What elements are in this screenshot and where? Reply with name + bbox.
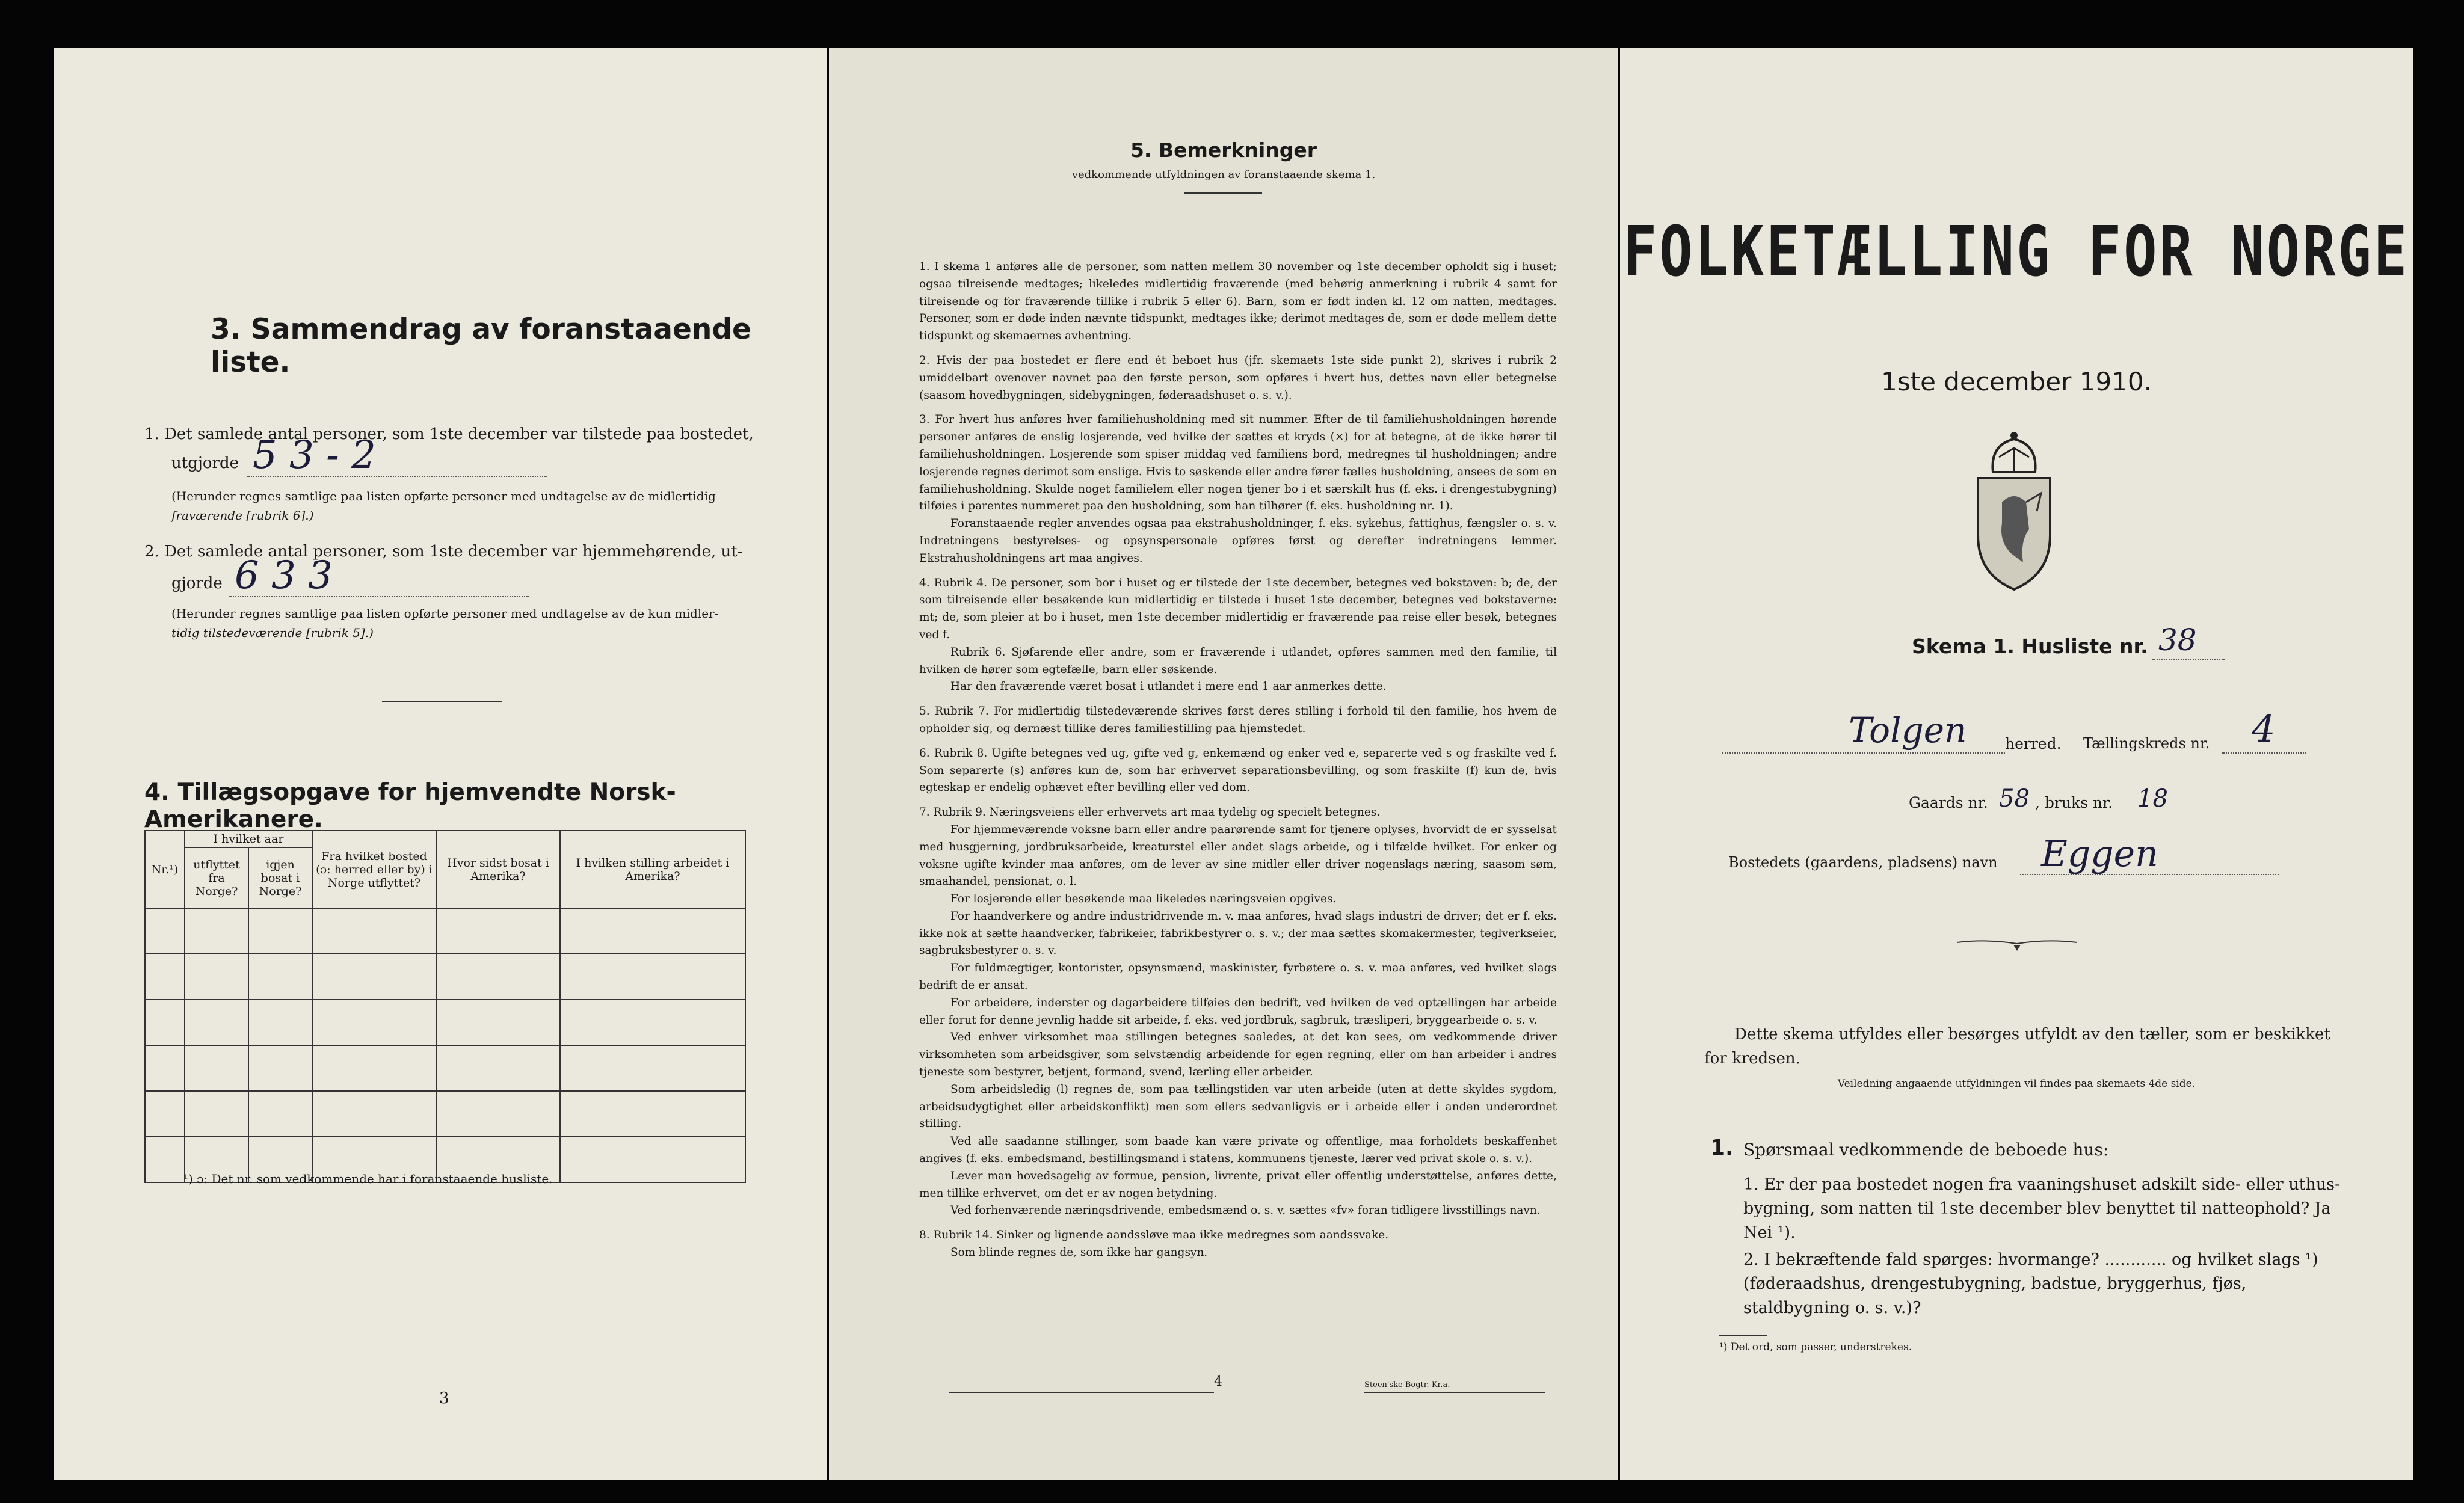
- remark-7i: Ved alle saadanne stillinger, som baade kan være private og offentlige, maa forholdets beskaffenhet angives (f. eks. embedsmand, bestillingsmand i statens, kommunens tjeneste, lærer ved privat skole o. s. v.).: [919, 1135, 1557, 1166]
- remark-5: 5. Rubrik 7. For midlertidig tilstedeværende skrives først deres stilling i forhold til den familie, hos hvem de opholder sig, og dernæst tillike deres familiestilling paa hjemstedet.: [919, 705, 1557, 735]
- remarks-title: 5. Bemerkninger: [1130, 138, 1317, 162]
- bruks-value: 18: [2137, 785, 2168, 813]
- remark-7k: Ved forhenværende næringsdrivende, embedsmænd o. s. v. sættes «fv» foran tidligere livsstillings navn.: [950, 1204, 1541, 1217]
- table-row: [145, 1091, 745, 1137]
- divider: [382, 701, 502, 702]
- remark-8b: Som blinde regnes de, som ikke har gangsyn.: [950, 1246, 1208, 1259]
- bruks-label: , bruks nr.: [2035, 794, 2113, 811]
- ornament-divider-icon: [1957, 935, 2077, 953]
- section-3-title: 3. Sammendrag av foranstaaende liste.: [211, 313, 751, 379]
- remark-1: 1. I skema 1 anføres alle de personer, som natten mellem 30 november og 1ste december opholdt sig i huset; ogsaa tilreisende medtages; likeledes midlertidig fraværende (med behørig anmerkning i rubrik 4 samt for tilreisende og for fraværende tillike i rubrik 5 eller 6). Barn, som er født inden kl. 12 om natten, medtages. Personer, som er døde inden nævnte tidspunkt, medtages ikke; derimot medtages de, som er døde mellem dette tidspunkt og skemaernes avhentning.: [919, 260, 1557, 343]
- census-title: FOLKETÆLLING FOR NORGE: [1623, 211, 2410, 292]
- col-fra: Fra hvilket bosted (ɔ: herred eller by) i Norge utflyttet?: [312, 831, 436, 908]
- remark-2: 2. Hvis der paa bostedet er flere end ét beboet hus (jfr. skemaets 1ste side punkt 2), skrives i rubrik 2 umiddelbart ovenover navnet paa den første person, som opføres i hvert hus, dettes navn eller betegnelse (saasom hovedbygningen, sidebygningen, føderaadshuset o. s. v.).: [919, 354, 1557, 402]
- item-2-note-2: tidig tilstedeværende [rubrik 5].): [171, 625, 374, 640]
- remark-8: 8. Rubrik 14. Sinker og lignende aandssløve maa ikke medregnes som aandssvake.: [919, 1229, 1389, 1242]
- page-3-summary: [54, 48, 827, 1480]
- footnote: ¹) ɔ: Det nr. som vedkommende har i foranstaaende husliste.: [183, 1172, 553, 1186]
- kreds-label: Tællingskreds nr.: [2083, 735, 2210, 752]
- remark-3: 3. For hvert hus anføres hver familiehusholdning med sit nummer. Efter de til familiehusholdningen hørende personer anføres de enslig losjerende, ved hvilke der sættes et kryds (×) for at betegne, at de ikke hører til familiehusholdningen. Losjerende som spiser middag ved familiens bord, medregnes til husholdningen; andre losjerende regnes derimot som enslige. Hvis to søskende eller andre fører fælles husholdning, ansees de som en familiehusholdning. Skulde noget familielem eller nogen tjener bo i et særskilt hus (f. eks. i drengestubygning) tilføies i parentes nummeret paa den husholdning, som han tilhører (f. eks. husholdning nr. 1).: [919, 413, 1557, 513]
- col-group-aar: I hvilket aar: [185, 831, 312, 847]
- table-row: [145, 908, 745, 954]
- question-section-num: 1.: [1710, 1136, 1734, 1160]
- item-2-note-1: (Herunder regnes samtlige paa listen opførte personer med undtagelse av de kun midler-: [171, 606, 719, 621]
- item-2-text: 2. Det samlede antal personer, som 1ste december var hjemmehørende, ut-: [144, 542, 743, 561]
- col-nr: Nr.¹): [145, 831, 185, 908]
- remark-7: 7. Rubrik 9. Næringsveiens eller erhvervets art maa tydelig og specielt betegnes.: [919, 806, 1381, 819]
- bosted-value: Eggen: [2041, 833, 2158, 875]
- item-1-text: 1. Det samlede antal personer, som 1ste december var tilstede paa bostedet,: [144, 425, 754, 443]
- page-4-remarks: [829, 48, 1618, 1480]
- table-row: [145, 954, 745, 1000]
- census-date: 1ste december 1910.: [1881, 367, 2152, 396]
- question-2: 2. I bekræftende fald spørges: hvormange? ............ og hvilket slags ¹) (føderaadshus, drengestubygning, badstue, bryggerhus, fjøs, staldbygning o. s. v.)?: [1743, 1250, 2318, 1317]
- item-1-note-2: fraværende [rubrik 6].): [171, 508, 314, 523]
- remark-7b: For hjemmeværende voksne barn eller andre paarørende samt for tjenere oplyses, hvorvidt de er sysselsat med husgjerning, jordbruksarbeide, kreaturstel eller andet slags arbeide, og i tilfælde hvilket. For enker og voksne ugifte kvinder maa anføres, om de lever av sine midler eller driver nogenslags næring, saasom søm, smaahandel, pensionat, o. l.: [919, 823, 1557, 888]
- remark-7f: For arbeidere, inderster og dagarbeidere tilføies den bedrift, ved hvilken de ved optællingen har arbeide eller forut for denne jevnlig hadde sit arbeide, f. eks. ved jordbruk, sagbruk, træsliperi, bryggearbeide o. s. v.: [919, 996, 1557, 1027]
- item-1-label: utgjorde: [171, 454, 239, 472]
- herred-value: Tolgen: [1849, 710, 1967, 751]
- remark-4: 4. Rubrik 4. De personer, som bor i huset og er tilstede der 1ste december, betegnes ved bokstaven: b; de, der som tilreisende eller besøkende kun midlertidig er tilstede i huset 1ste december, betegnes ved bokstaverne: mt; de, som pleier at bo i huset, men 1ste december midlertidig er fraværende paa reise eller besøk, betegnes ved f.: [919, 576, 1557, 641]
- remark-6: 6. Rubrik 8. Ugifte betegnes ved ug, gifte ved g, enkemænd og enker ved e, separerte ved s og fraskilte ved f. Som separerte (s) anføres kun de, som har erhvervet separationsbevilling, og som fraskilte (f) kun de, hvis egteskap er endelig ophævet efter bevilling eller ved dom.: [919, 746, 1557, 795]
- page-number: 3: [439, 1389, 449, 1407]
- footnote: ¹) Det ord, som passer, understrekes.: [1719, 1341, 1912, 1353]
- husliste-nr: 38: [2158, 622, 2197, 657]
- page-number: 4: [1214, 1374, 1222, 1389]
- table-row: [145, 1045, 745, 1091]
- skema-label: Skema 1. Husliste nr.: [1912, 635, 2148, 658]
- remark-7j: Lever man hovedsagelig av formue, pension, livrente, privat eller offentlig understøttelse, anføres dette, men tillike erhvervet, om det er av nogen betydning.: [919, 1169, 1557, 1200]
- bosted-label: Bostedets (gaardens, pladsens) navn: [1728, 854, 1998, 871]
- gaards-label: Gaards nr.: [1909, 794, 1988, 811]
- item-1-note-1: (Herunder regnes samtlige paa listen opførte personer med undtagelse av de midlertidig: [171, 489, 716, 503]
- table-row: [145, 1000, 745, 1045]
- instruction-2: Veiledning angaaende utfyldningen vil findes paa skemaets 4de side.: [1837, 1078, 2196, 1090]
- remarks-body: [919, 259, 1557, 1262]
- col-hvor: Hvor sidst bosat i Amerika?: [436, 831, 560, 908]
- item-2-value: 6 3 3: [235, 553, 333, 598]
- herred-label: herred.: [2005, 735, 2062, 752]
- remark-7d: For haandverkere og andre industridrivende m. v. maa anføres, hvad slags industri de driver; det er f. eks. ikke nok at sætte haandverker, fabrikeier, fabrikbestyrer o. s. v.; der maa sættes skomakermester, teglverkseier, sagbruksbestyrer o. s. v.: [919, 909, 1557, 957]
- item-1-value: 5 3 - 2: [253, 433, 376, 478]
- remark-4c: Har den fraværende været bosat i utlandet i mere end 1 aar anmerkes dette.: [950, 680, 1387, 693]
- remark-7c: For losjerende eller besøkende maa likeledes næringsveien opgives.: [950, 893, 1337, 906]
- remark-4b: Rubrik 6. Sjøfarende eller andre, som er fraværende i utlandet, opføres sammen med den familie, til hvilken de hører som egtefælle, barn eller søskende.: [919, 645, 1557, 676]
- coat-of-arms-icon: [1966, 421, 2062, 595]
- kreds-value: 4: [2252, 707, 2276, 751]
- instruction-1: Dette skema utfyldes eller besørges utfyldt av den tæller, som er beskikket for kredsen.: [1704, 1025, 2330, 1068]
- item-2-label: gjorde: [171, 574, 223, 592]
- col-utflyttet: utflyttet fra Norge?: [185, 847, 248, 908]
- remark-7g: Ved enhver virksomhet maa stillingen betegnes saaledes, at det kan sees, om vedkommende driver virksomheten som arbeidsgiver, som selvstændig arbeidende for egen regning, eller om han arbeider i andres tjeneste som bestyrer, betjent, formand, svend, lærling eller arbeider.: [919, 1031, 1557, 1079]
- section-4-title: 4. Tillægsopgave for hjemvendte Norsk-Amerikanere.: [144, 779, 676, 833]
- norsk-amerikanere-table: [144, 830, 746, 1183]
- remark-7h: Som arbeidsledig (l) regnes de, som paa tællingstiden var uten arbeide (uten at dette skyldes sygdom, arbeidsudygtighet eller arbeidskonflikt) men som ellers sedvanligvis er i arbeide eller i anden underordnet stilling.: [919, 1083, 1557, 1131]
- printer-mark: Steen'ske Bogtr. Kr.a.: [1364, 1380, 1450, 1389]
- gaards-value: 58: [1999, 785, 2030, 813]
- page-1-cover: [1620, 48, 2413, 1480]
- remark-3b: Foranstaaende regler anvendes ogsaa paa ekstrahusholdninger, f. eks. sykehus, fattighus, fængsler o. s. v. Indretningens bestyrelses- og opsynspersonale opføres først og derefter indretningens lemmer. Ekstrahusholdningens art maa angives.: [919, 517, 1557, 565]
- remarks-subtitle: vedkommende utfyldningen av foranstaaende skema 1.: [1071, 168, 1376, 181]
- remark-7e: For fuldmægtiger, kontorister, opsynsmænd, maskinister, fyrbøtere o. s. v. maa anføres, ved hvilket slags bedrift de er ansat.: [919, 962, 1557, 992]
- question-section-title: Spørsmaal vedkommende de beboede hus:: [1743, 1140, 2109, 1160]
- col-stilling: I hvilken stilling arbeidet i Amerika?: [560, 831, 745, 908]
- question-1: 1. Er der paa bostedet nogen fra vaaningshuset adskilt side- eller uthus-bygning, som natten til 1ste december blev benyttet til natteophold? Ja Nei ¹).: [1743, 1175, 2341, 1242]
- col-igjen: igjen bosat i Norge?: [248, 847, 312, 908]
